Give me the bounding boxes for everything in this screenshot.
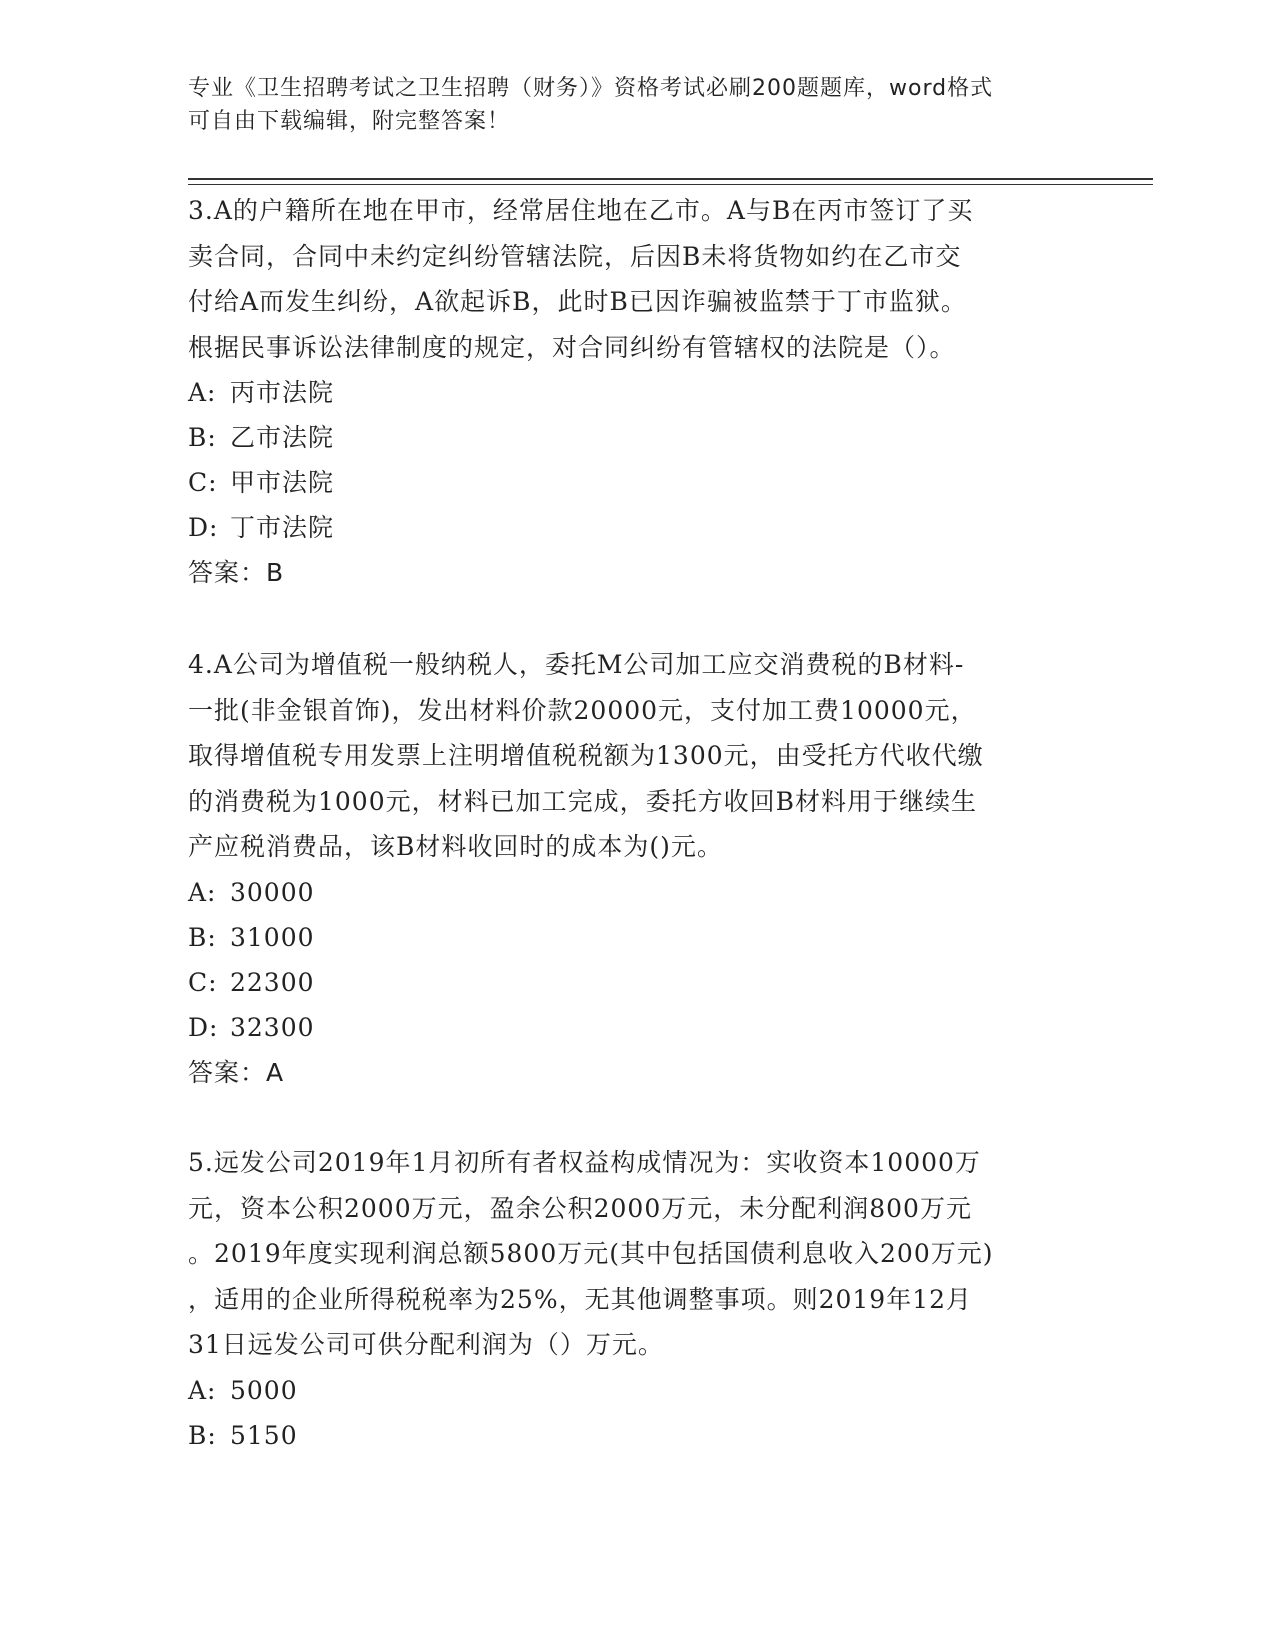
- answer-key: 答案：B: [188, 558, 285, 587]
- question-block: [188, 1140, 1088, 1458]
- answer-option: [188, 915, 1088, 960]
- option-text: 32300: [230, 1012, 315, 1042]
- option-letter: B:: [188, 423, 217, 452]
- answer-option: [188, 370, 1088, 415]
- document-header: [188, 72, 1068, 138]
- option-letter: A:: [188, 877, 217, 907]
- answer-option: [188, 505, 1088, 550]
- answer-option: [188, 870, 1088, 915]
- option-letter: C:: [188, 468, 218, 497]
- option-text: 丁市法院: [230, 513, 335, 542]
- question-stem-line: 付给A而发生纠纷，A欲起诉B，此时B已因诈骗被监禁于丁市监狱。: [188, 287, 967, 316]
- question-stem-line: 4.A公司为增值税一般纳税人，委托M公司加工应交消费税的B材料-: [188, 650, 965, 679]
- option-letter: D:: [188, 1012, 219, 1042]
- option-text: 5150: [230, 1420, 298, 1450]
- answer-option: [188, 1368, 1088, 1413]
- header-line: 专业《卫生招聘考试之卫生招聘（财务）》资格考试必刷200题题库，word格式: [188, 76, 994, 101]
- question-block: [188, 188, 1088, 596]
- question-stem-line: 一批(非金银首饰)，发出材料价款20000元，支付加工费10000元，: [188, 695, 977, 725]
- option-text: 31000: [230, 922, 315, 952]
- question-stem-line: 的消费税为1000元，材料已加工完成，委托方收回B材料用于继续生: [188, 786, 977, 816]
- option-letter: A:: [188, 378, 217, 407]
- answer-key: 答案：A: [188, 1057, 285, 1087]
- header-divider-thick: [188, 178, 1153, 180]
- option-text: 甲市法院: [230, 468, 335, 497]
- option-letter: C:: [188, 967, 218, 997]
- question-stem-line: 3.A的户籍所在地在甲市，经常居住地在乙市。A与B在丙市签订了买: [188, 196, 974, 225]
- question-stem-line: ，适用的企业所得税税率为25%，无其他调整事项。则2019年12月: [188, 1284, 973, 1314]
- option-letter: B:: [188, 1420, 217, 1450]
- option-letter: D:: [188, 513, 219, 542]
- option-text: 丙市法院: [230, 378, 335, 407]
- question-stem-line: 产应税消费品，该B材料收回时的成本为()元。: [188, 832, 723, 861]
- question-block: [188, 642, 1088, 1096]
- question-stem-line: 卖合同，合同中未约定纠纷管辖法院，后因B未将货物如约在乙市交: [188, 241, 962, 271]
- header-line: 可自由下载编辑，附完整答案！: [188, 109, 511, 134]
- question-stem-line: 5.远发公司2019年1月初所有者权益构成情况为：实收资本10000万: [188, 1148, 981, 1177]
- question-stem-line: 31日远发公司可供分配利润为（）万元。: [188, 1330, 664, 1359]
- question-stem-line: 元，资本公积2000万元，盈余公积2000万元，未分配利润800万元: [188, 1193, 972, 1223]
- option-letter: A:: [188, 1375, 217, 1405]
- answer-option: [188, 1413, 1088, 1458]
- option-text: 22300: [230, 967, 315, 997]
- question-stem-line: 。2019年度实现利润总额5800万元(其中包括国债利息收入200万元): [188, 1239, 994, 1268]
- header-divider-thin: [188, 184, 1153, 185]
- answer-option: [188, 960, 1088, 1005]
- option-text: 30000: [230, 877, 315, 907]
- answer-option: [188, 415, 1088, 460]
- question-stem-line: 取得增值税专用发票上注明增值税税额为1300元，由受托方代收代缴: [188, 741, 984, 770]
- answer-option: [188, 1005, 1088, 1050]
- option-text: 乙市法院: [230, 423, 335, 452]
- question-stem-line: 根据民事诉讼法律制度的规定，对合同纠纷有管辖权的法院是（）。: [188, 332, 956, 362]
- option-letter: B:: [188, 922, 217, 952]
- answer-option: [188, 460, 1088, 505]
- option-text: 5000: [230, 1375, 298, 1405]
